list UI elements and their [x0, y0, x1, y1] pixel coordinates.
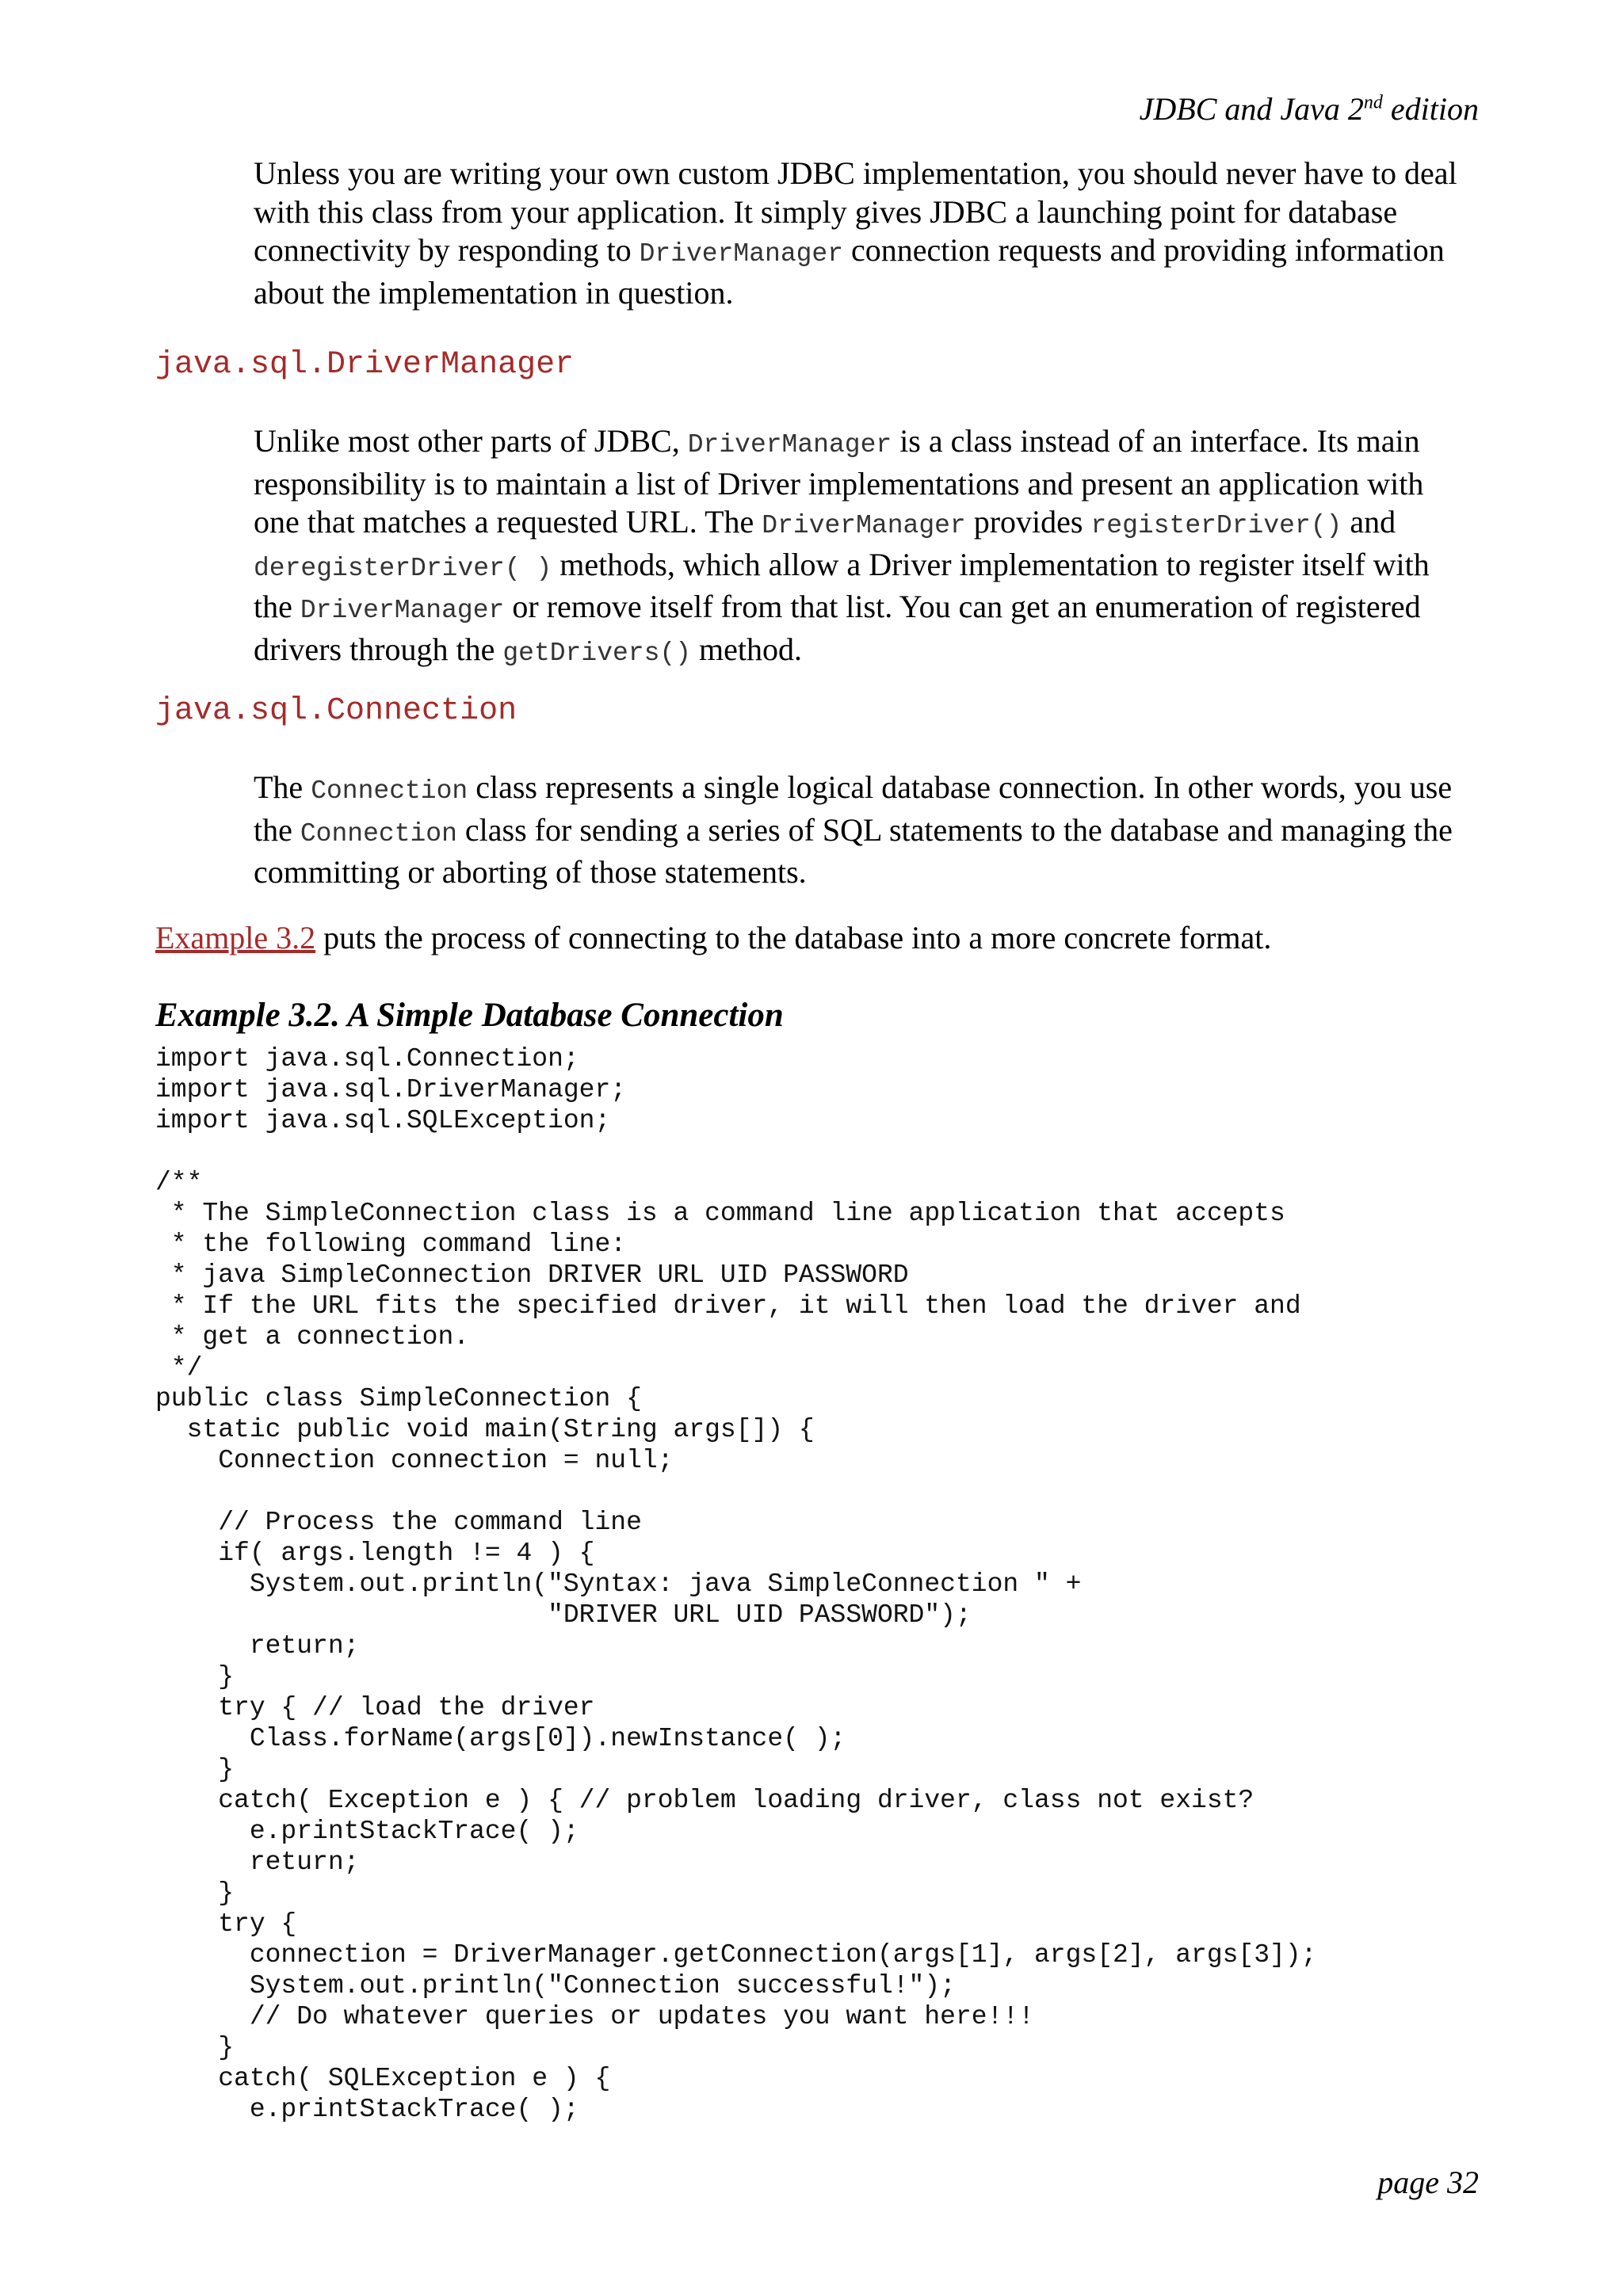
header-suffix: edition: [1382, 91, 1479, 127]
header-title: JDBC and Java 2: [1139, 91, 1364, 127]
code-inline: registerDriver(): [1090, 511, 1342, 540]
text-run: connection requests and providing information about the implementation in question.: [254, 232, 1445, 311]
example-intro: [155, 919, 1271, 958]
text-run: Unless you are writing your own custom JDBC implementation, you should never have to deal with this class from your application. It simply gives JDBC a launching point for database connectivity by responding to: [254, 155, 1457, 268]
text-run: or remove itself from that list. You can get an enumeration of registered drivers through the: [254, 589, 1421, 667]
text-run: puts the process of connecting to the database into a more concrete format.: [315, 920, 1272, 955]
code-listing: import java.sql.Connection; import java.sql.DriverManager; import java.sql.SQLException; /** * The SimpleConnection class is a command line application that accepts * the following command line: * java SimpleConnection DRIVER URL UID PASSWORD * If the URL fits the specified driver, it will then load the driver and * get a connection. */ public class SimpleConnection { static public void main(String args[]) { Connection connection = null; // Process the command line if( args.length != 4 ) { System.out.println("Syntax: java SimpleConnection " + "DRIVER URL UID PASSWORD"); return; } try { // load the driver Class.forName(args[0]).newInstance( ); } catch( Exception e ) { // problem loading driver, class not exist? e.printStackTrace( ); return; } try { connection = DriverManager.getConnection(args[1], args[2], args[3]); System.out.println("Connection successful!"); // Do whatever queries or updates you want here!!! } catch( SQLException e ) { e.printStackTrace( );: [155, 1044, 1317, 2124]
paragraph-drivermanager: [254, 422, 1474, 673]
text-run: and: [1342, 504, 1396, 540]
text-run: provides: [965, 504, 1091, 540]
text-run: class represents a single logical database connection. In other words, you use the: [254, 769, 1453, 848]
code-inline: DriverManager: [300, 596, 505, 625]
running-header: [1140, 93, 1479, 125]
text-run: Unlike most other parts of JDBC,: [254, 423, 688, 459]
paragraph-driver-intro: [254, 154, 1474, 312]
page-number: page 32: [1377, 2164, 1479, 2200]
text-run: The: [254, 769, 311, 805]
example-link[interactable]: Example 3.2: [155, 920, 316, 955]
paragraph-connection: [254, 769, 1474, 892]
code-inline: deregisterDriver( ): [254, 553, 552, 583]
text-run: methods, which allow a Driver implementation to register itself with the: [254, 546, 1430, 624]
code-inline: DriverManager: [762, 511, 966, 540]
heading-connection: java.sql.Connection: [155, 693, 517, 729]
code-inline: getDrivers(): [502, 638, 692, 668]
code-inline: Connection: [300, 818, 457, 849]
text-run: is a class instead of an interface. Its main responsibility is to maintain a list of Driver implementations and present an application with one that matches a requested URL. The: [254, 423, 1424, 540]
example-title: Example 3.2. A Simple Database Connection: [155, 997, 784, 1034]
code-inline: DriverManager: [639, 239, 844, 269]
code-inline: Connection: [311, 776, 468, 806]
heading-drivermanager: java.sql.DriverManager: [155, 347, 575, 383]
text-run: method.: [691, 631, 802, 667]
code-inline: DriverManager: [687, 430, 892, 460]
text-run: class for sending a series of SQL statements to the database and managing the committing or aborting of those statements.: [254, 811, 1453, 890]
header-superscript: nd: [1363, 92, 1383, 113]
